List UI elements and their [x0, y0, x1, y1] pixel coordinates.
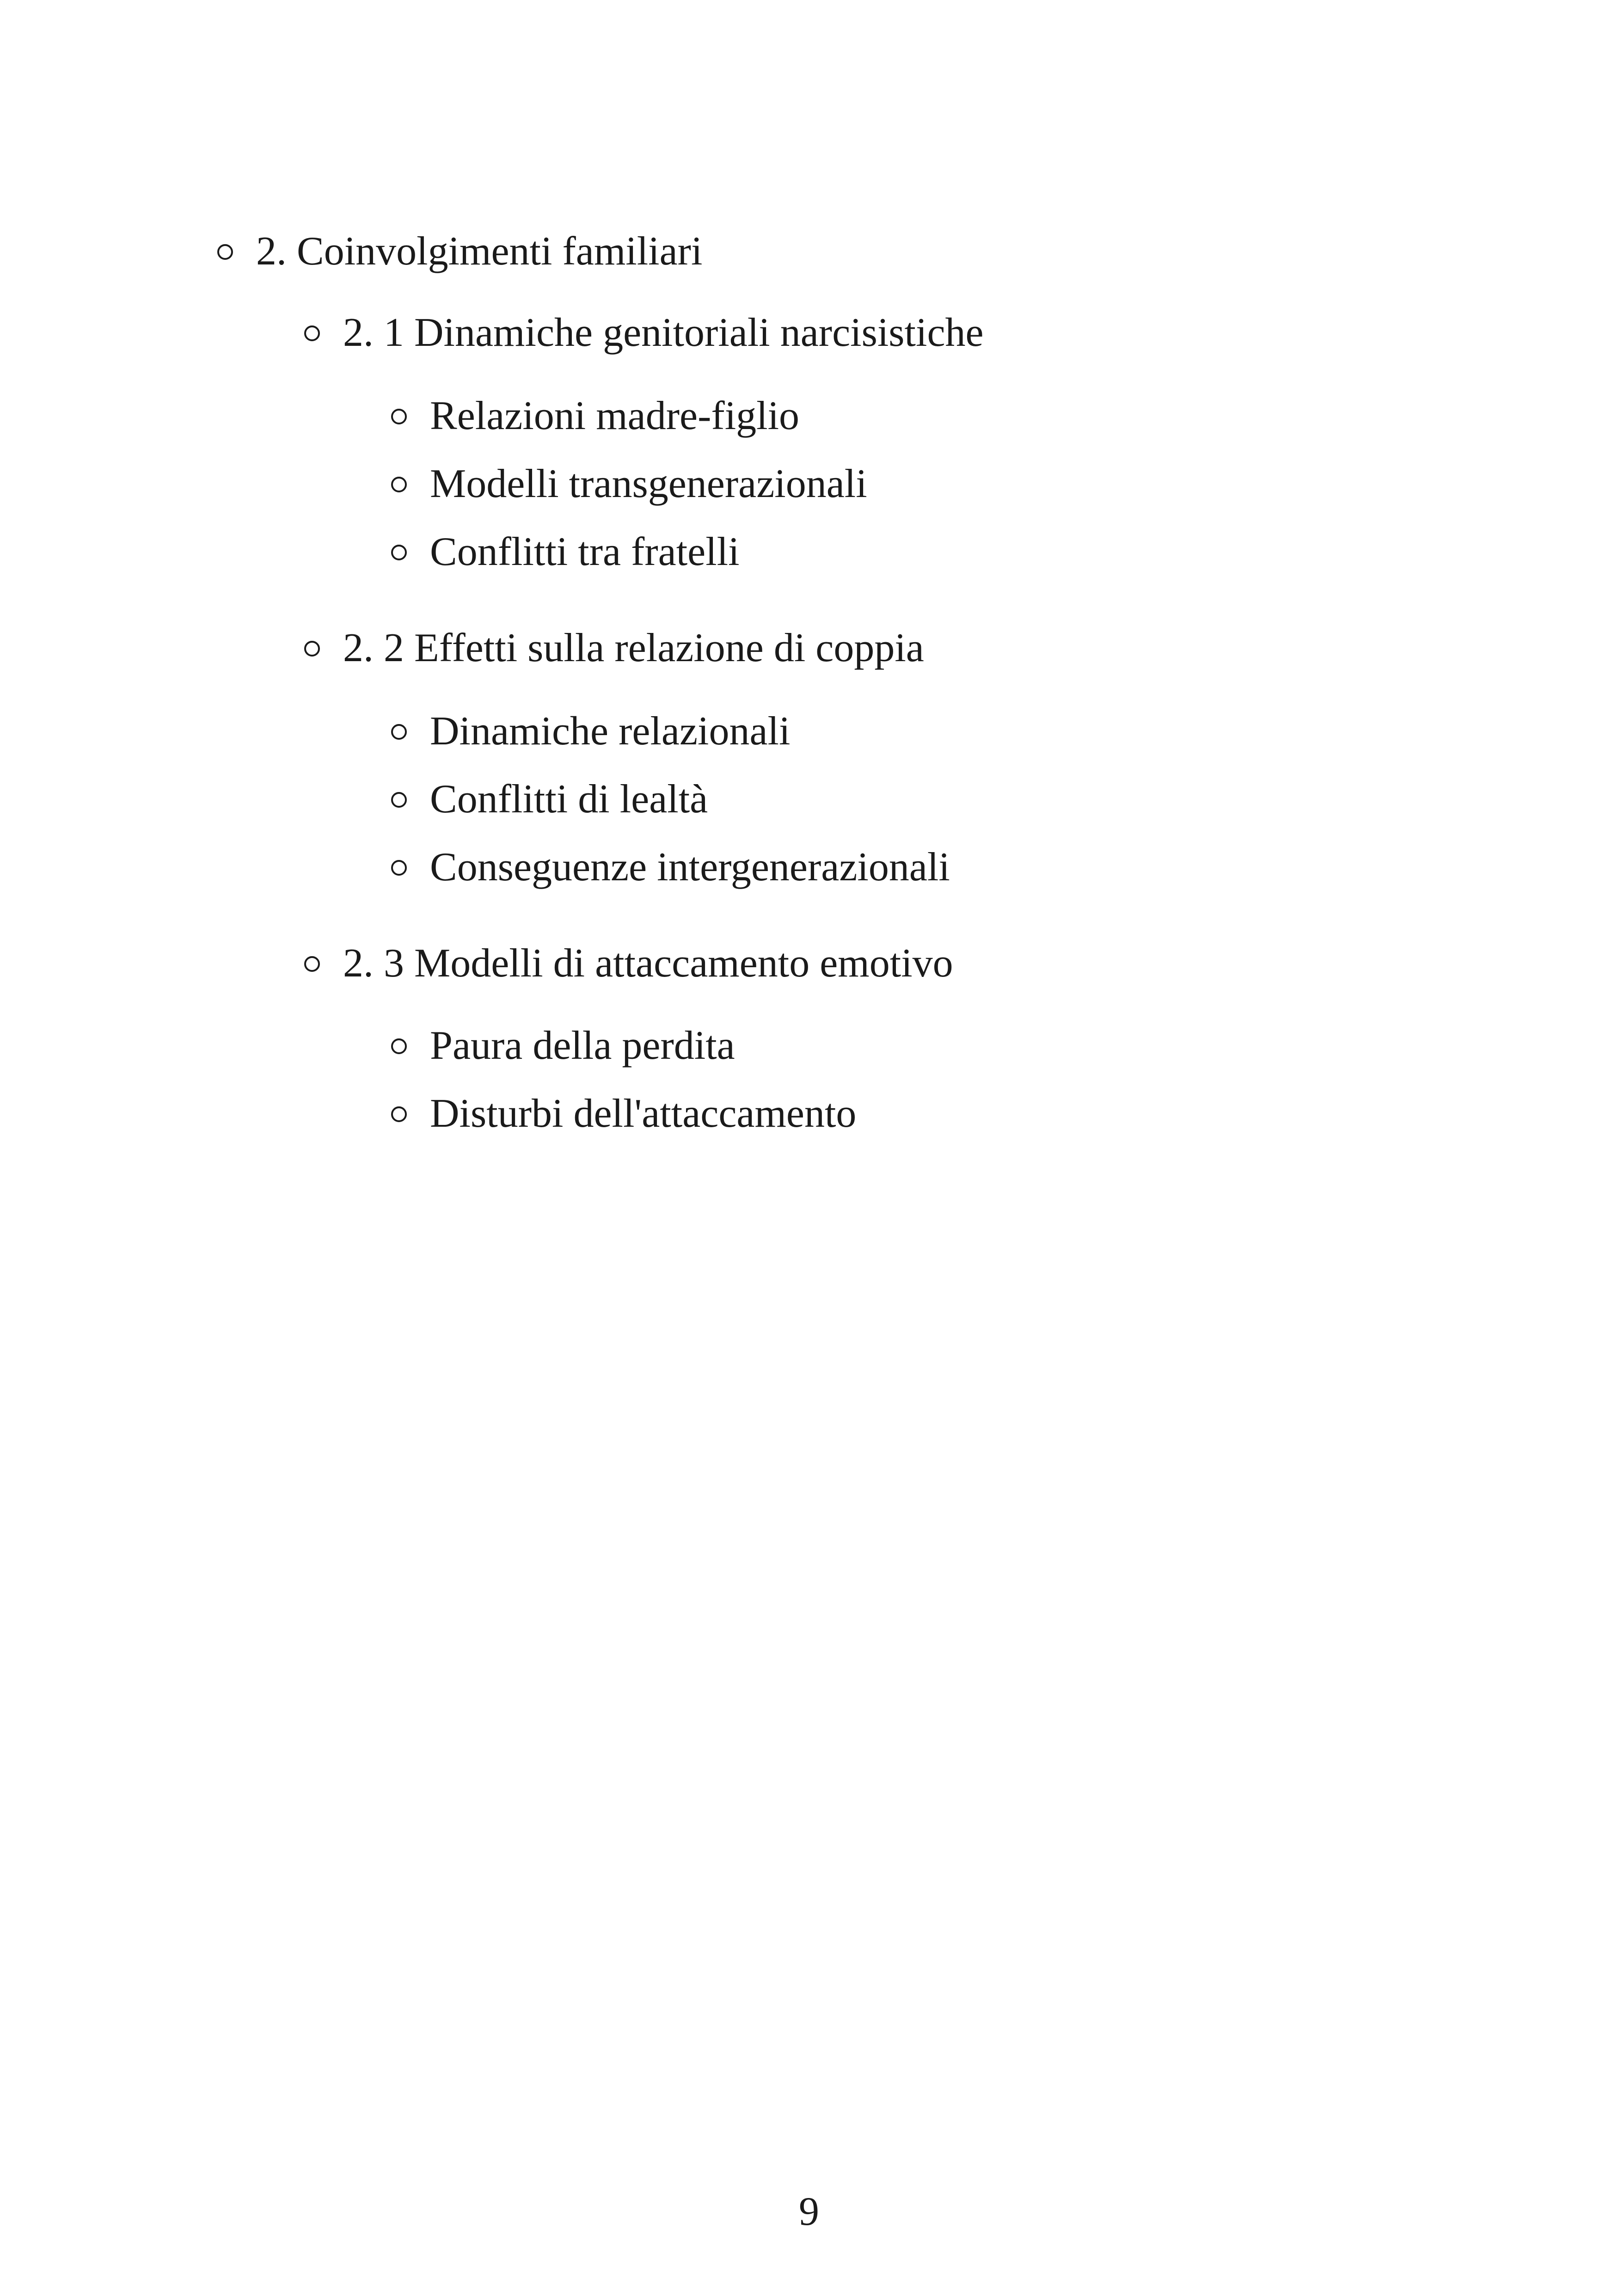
item-label: Dinamiche relazionali [430, 709, 791, 754]
subsection-title: 2. 3 Modelli di attaccamento emotivo [343, 941, 953, 986]
item-label: Disturbi dell'attaccamento [430, 1091, 857, 1136]
subsection-title: 2. 2 Effetti sulla relazione di coppia [343, 626, 924, 670]
item-label: Conflitti di lealtà [430, 777, 708, 822]
outline-item [391, 847, 950, 888]
item-label: Relazioni madre-figlio [430, 393, 800, 438]
hollow-circle-bullet-icon [391, 1106, 407, 1122]
hollow-circle-bullet-icon [304, 641, 320, 657]
outline-subsection [304, 310, 984, 355]
hollow-circle-bullet-icon [391, 724, 407, 740]
hollow-circle-bullet-icon [391, 477, 407, 492]
section-title: 2. Coinvolgimenti familiari [256, 229, 703, 274]
outline-item [391, 1025, 735, 1066]
item-label: Paura della perdita [430, 1023, 735, 1068]
item-label: Conflitti tra fratelli [430, 529, 740, 574]
outline-section [217, 231, 702, 272]
item-label: Conseguenze intergenerazionali [430, 845, 950, 890]
outline-item [391, 779, 708, 820]
outline-subsection [304, 943, 953, 984]
hollow-circle-bullet-icon [391, 792, 407, 808]
subsection-title: 2. 1 Dinamiche genitoriali narcisistiche [343, 310, 984, 355]
hollow-circle-bullet-icon [304, 956, 320, 972]
outline-item [391, 529, 740, 574]
hollow-circle-bullet-icon [391, 1038, 407, 1054]
hollow-circle-bullet-icon [217, 244, 233, 260]
hollow-circle-bullet-icon [391, 545, 407, 560]
outline-item [391, 711, 790, 752]
outline-item [391, 1093, 856, 1134]
outline-item [391, 461, 867, 506]
outline-item [391, 393, 800, 438]
hollow-circle-bullet-icon [391, 860, 407, 876]
hollow-circle-bullet-icon [391, 409, 407, 424]
hollow-circle-bullet-icon [304, 325, 320, 341]
outline-subsection [304, 628, 924, 669]
page-number: 9 [799, 2189, 819, 2234]
item-label: Modelli transgenerazionali [430, 461, 867, 506]
